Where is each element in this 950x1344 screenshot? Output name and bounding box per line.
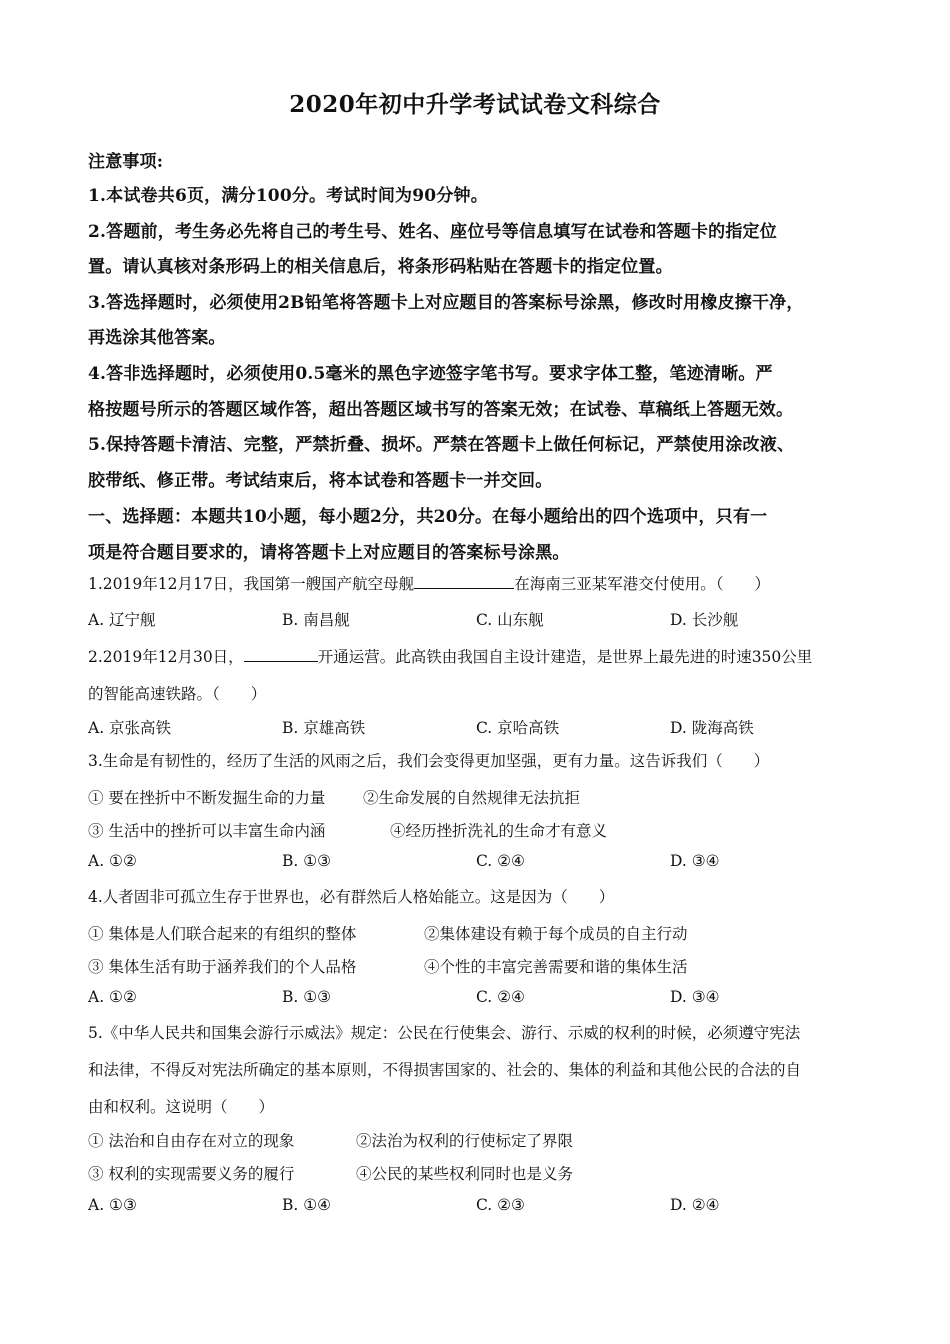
notice-line: 2.答题前，考生务必先将自己的考生号、姓名、座位号等信息填写在试卷和答题卡的指定位 [88, 222, 777, 242]
option-a: A. ①② [88, 852, 137, 870]
option-c: C. ②④ [476, 852, 525, 870]
option-a: A. ①② [88, 988, 137, 1006]
question-2-stem: 2.2019年12月30日， 开通运营。此高铁由我国自主设计建造，是世界上最先进的时速350公里 [88, 648, 813, 666]
question-5-stem: 5.《中华人民共和国集会游行示威法》规定：公民在行使集会、游行、示威的权利的时候，必须遵守宪法 [88, 1024, 801, 1042]
option-b: B. 京雄高铁 [282, 719, 366, 737]
question-3-stem: 3.生命是有韧性的，经历了生活的风雨之后，我们会变得更加坚强，更有力量。这告诉我们（ ） [88, 752, 770, 770]
statement-2: ②生命发展的自然规律无法抗拒 [363, 789, 581, 807]
option-d: D. 长沙舰 [670, 611, 739, 629]
option-a: A. ①③ [88, 1196, 137, 1214]
statement-3: ③ 生活中的挫折可以丰富生命内涵 [88, 822, 326, 840]
option-d: D. 陇海高铁 [670, 719, 754, 737]
notice-line: 4.答非选择题时，必须使用0.5毫米的黑色字迹签字笔书写。要求字体工整，笔迹清晰。严 [88, 364, 773, 384]
notice-line: 5.保持答题卡清洁、完整，严禁折叠、损坏。严禁在答题卡上做任何标记，严禁使用涂改液、 [88, 435, 795, 455]
statement-3: ③ 权利的实现需要义务的履行 [88, 1165, 295, 1183]
statement-4: ④个性的丰富完善需要和谐的集体生活 [424, 958, 688, 976]
option-c: C. ②③ [476, 1196, 525, 1214]
notice-line: 1.本试卷共6页，满分100分。考试时间为90分钟。 [88, 186, 488, 206]
page-title: 2020年初中升学考试试卷文科综合 [289, 91, 661, 118]
notice-heading: 注意事项: [88, 152, 164, 172]
option-d: D. ②④ [670, 1196, 720, 1214]
statement-1: ① 集体是人们联合起来的有组织的整体 [88, 925, 357, 943]
notice-line: 格按题号所示的答题区域作答，超出答题区域书写的答案无效；在试卷、草稿纸上答题无效。 [88, 400, 794, 420]
option-b: B. 南昌舰 [282, 611, 350, 629]
question-5-stem-cont: 由和权利。这说明（ ） [88, 1098, 275, 1116]
question-4-stem: 4.人者固非可孤立生存于世界也，必有群然后人格始能立。这是因为（ ） [88, 888, 615, 906]
option-b: B. ①③ [282, 852, 332, 870]
statement-4: ④公民的某些权利同时也是义务 [356, 1165, 574, 1183]
statement-1: ① 要在挫折中不断发掘生命的力量 [88, 789, 326, 807]
option-c: C. ②④ [476, 988, 525, 1006]
statement-1: ① 法治和自由存在对立的现象 [88, 1132, 295, 1150]
notice-line: 再选涂其他答案。 [88, 328, 226, 348]
option-a: A. 京张高铁 [88, 719, 172, 737]
section-heading: 一、选择题：本题共10小题，每小题2分，共20分。在每小题给出的四个选项中，只有一 [88, 507, 768, 527]
answer-blank [414, 574, 514, 589]
statement-4: ④经历挫折洗礼的生命才有意义 [390, 822, 608, 840]
statement-2: ②法治为权利的行使标定了界限 [356, 1132, 574, 1150]
option-d: D. ③④ [670, 852, 720, 870]
question-1-stem: 1.2019年12月17日，我国第一艘国产航空母舰 在海南三亚某军港交付使用。（ ） [88, 575, 770, 593]
option-a: A. 辽宁舰 [88, 611, 156, 629]
option-c: C. 京哈高铁 [476, 719, 560, 737]
answer-blank [244, 647, 318, 662]
statement-3: ③ 集体生活有助于涵养我们的个人品格 [88, 958, 357, 976]
option-d: D. ③④ [670, 988, 720, 1006]
section-heading-cont: 项是符合题目要求的，请将答题卡上对应题目的答案标号涂黑。 [88, 543, 570, 563]
option-c: C. 山东舰 [476, 611, 544, 629]
notice-line: 3.答选择题时，必须使用2B铅笔将答题卡上对应题目的答案标号涂黑，修改时用橡皮擦干净， [88, 293, 804, 313]
notice-line: 胶带纸、修正带。考试结束后，将本试卷和答题卡一并交回。 [88, 471, 553, 491]
question-5-stem-cont: 和法律，不得反对宪法所确定的基本原则，不得损害国家的、社会的、集体的利益和其他公民的合法的自 [88, 1061, 802, 1079]
statement-2: ②集体建设有赖于每个成员的自主行动 [424, 925, 688, 943]
option-b: B. ①③ [282, 988, 332, 1006]
question-2-stem-cont: 的智能高速铁路。（ ） [88, 685, 267, 703]
option-b: B. ①④ [282, 1196, 332, 1214]
notice-line: 置。请认真核对条形码上的相关信息后，将条形码粘贴在答题卡的指定位置。 [88, 257, 673, 277]
